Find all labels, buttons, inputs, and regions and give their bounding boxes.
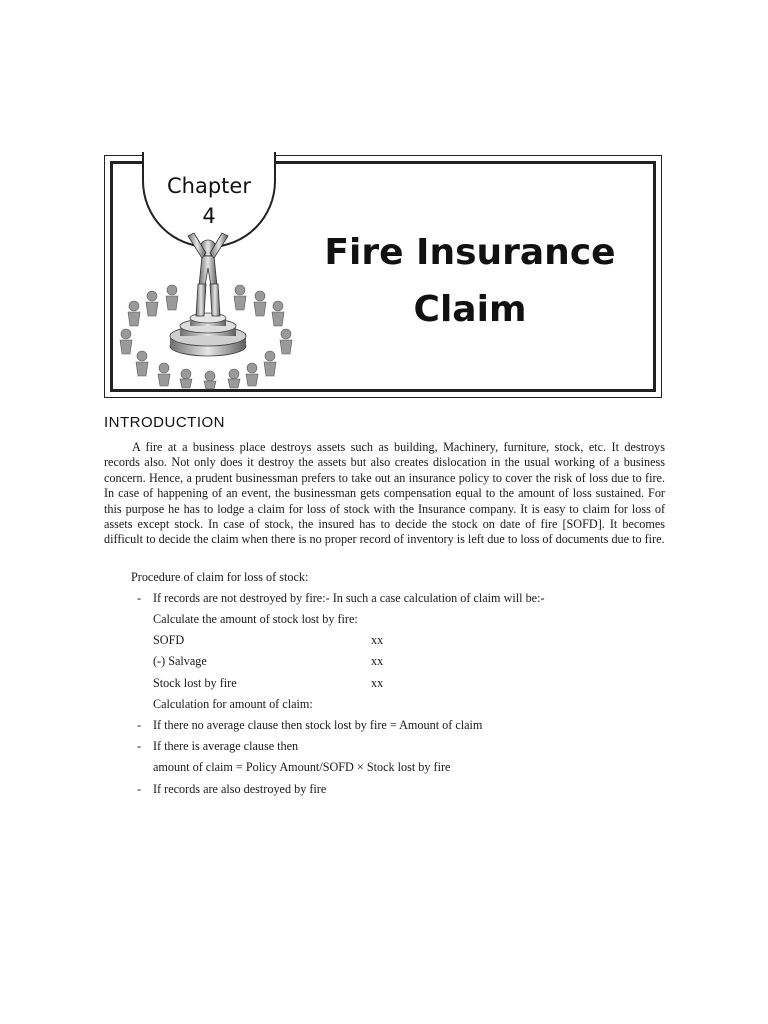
title-line-2: Claim bbox=[413, 289, 527, 330]
section-heading: INTRODUCTION bbox=[104, 414, 225, 431]
chapter-label: Chapter bbox=[167, 174, 251, 198]
calc-row-label: Stock lost by fire bbox=[153, 676, 237, 690]
claim-calc-heading: Calculation for amount of claim: bbox=[153, 697, 313, 711]
procedure-item-4: If records are also destroyed by fire bbox=[153, 782, 327, 796]
claim-formula: amount of claim = Policy Amount/SOFD × Stock lost by fire bbox=[153, 760, 451, 774]
procedure-item-2: If there no average clause then stock lost by fire = Amount of claim bbox=[153, 718, 483, 732]
bullet-dash: - bbox=[137, 739, 142, 753]
bullet-dash: - bbox=[137, 718, 142, 732]
bullet-dash: - bbox=[137, 782, 142, 796]
crowd-pedestal-illustration bbox=[112, 228, 302, 390]
bullet-dash: - bbox=[137, 591, 142, 605]
procedure-item-1: If records are not destroyed by fire:- In such a case calculation of claim will be:- bbox=[153, 591, 545, 605]
procedure-item-3: If there is average clause then bbox=[153, 739, 299, 753]
page-title bbox=[300, 224, 640, 338]
calc-row-value: xx bbox=[371, 633, 384, 647]
chapter-number: 4 bbox=[202, 204, 216, 228]
chapter-label-block bbox=[142, 171, 276, 231]
procedure-lead: Procedure of claim for loss of stock: bbox=[131, 570, 309, 584]
calc-row-label: SOFD bbox=[153, 633, 185, 647]
calc-row-value: xx bbox=[371, 676, 384, 690]
title-line-1: Fire Insurance bbox=[324, 232, 616, 273]
calc-intro: Calculate the amount of stock lost by fire: bbox=[153, 612, 358, 626]
calc-row-value: xx bbox=[371, 654, 384, 668]
calc-row-label: (-) Salvage bbox=[153, 654, 207, 668]
intro-paragraph: A fire at a business place destroys assets such as building, Machinery, furniture, stock, etc. It destroys records also. Not only does it destroy the assets but also creates dislocation in the usual working of a business concern. Hence, a prudent businessman prefers to take out an insurance policy to cover the risk of loss due to fire. In case of happening of an event, the businessman gets compensation equal to the amount of loss sustained. For this purpose he has to lodge a claim for loss of stock with the Insurance company. It is easy to claim for loss of assets except stock. In case of stock, the insured has to decide the stock on date of fire [SOFD]. It becomes difficult to decide the claim when there is no proper record of inventory is left due to loss of documents due to fire. bbox=[104, 440, 665, 547]
